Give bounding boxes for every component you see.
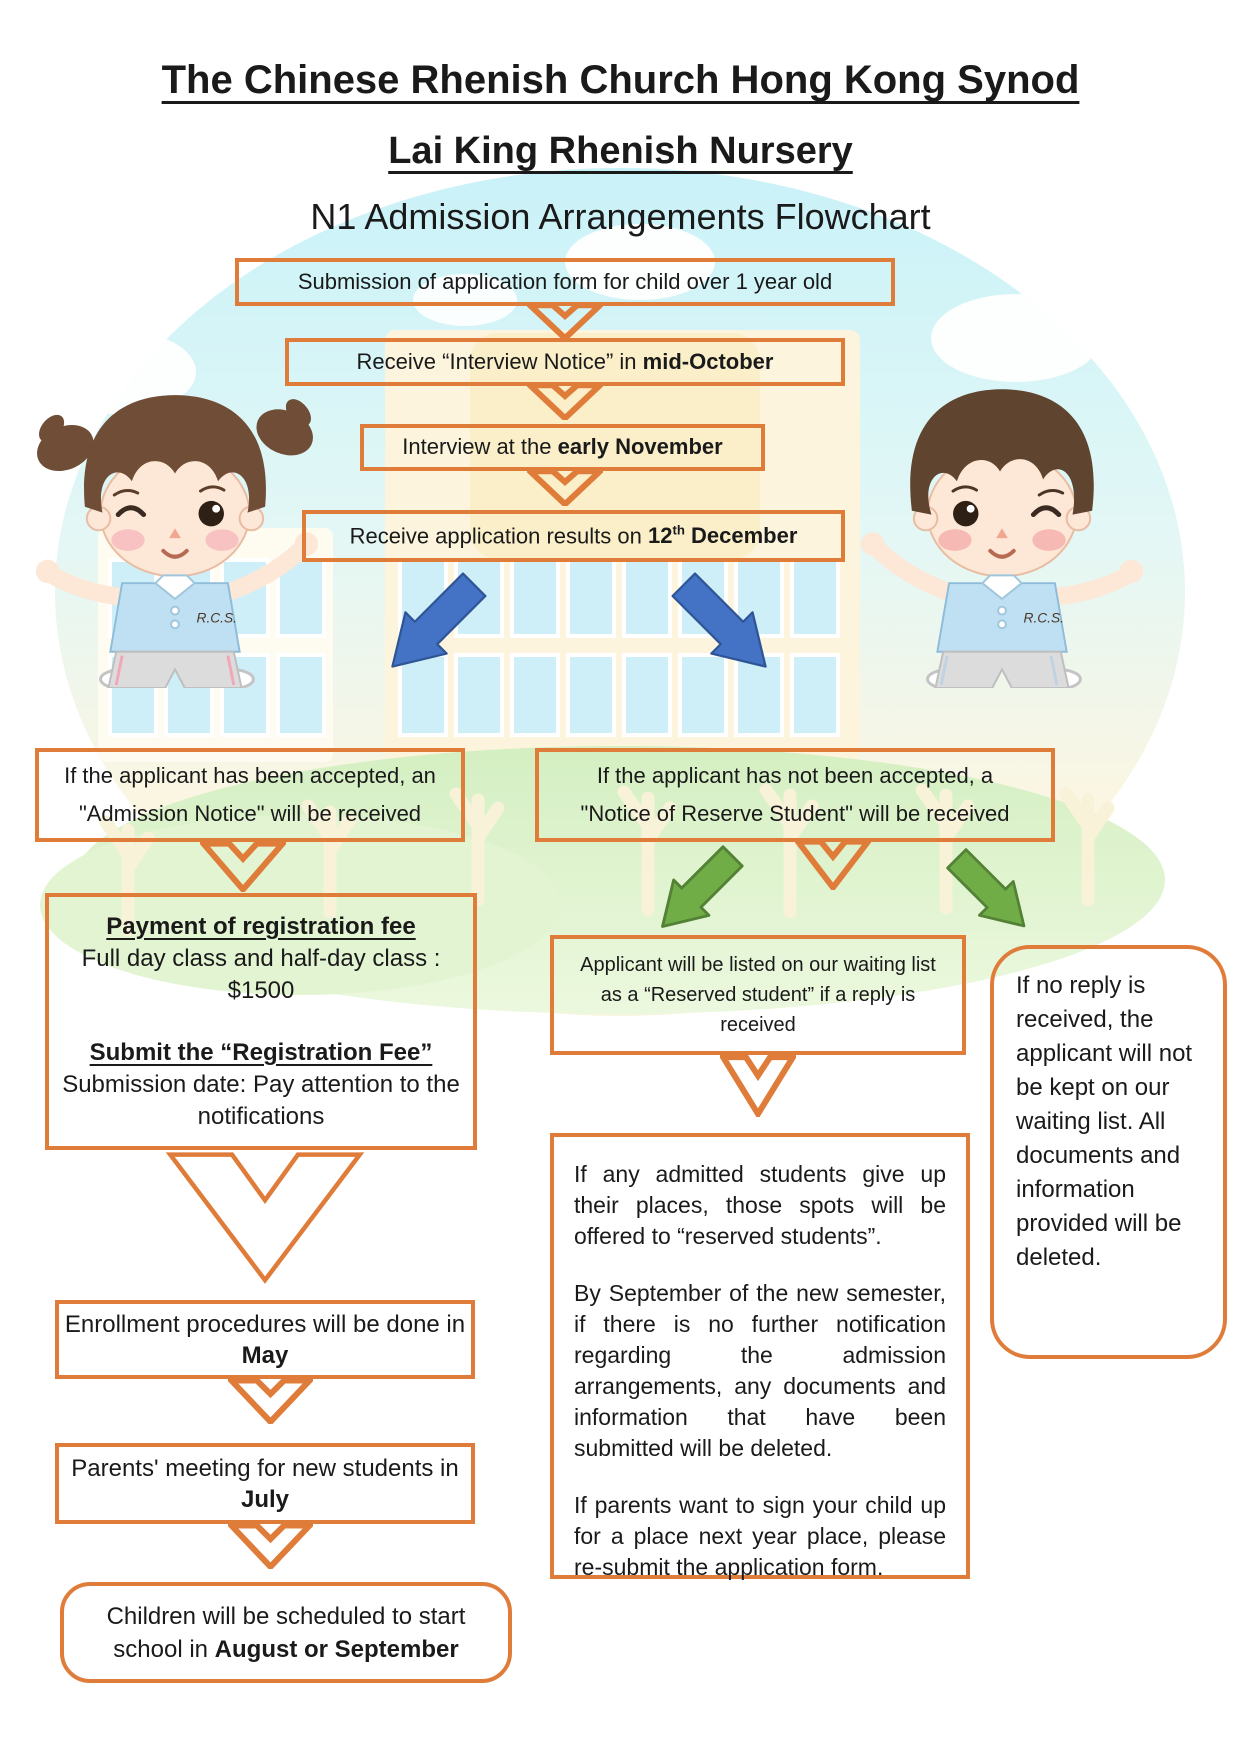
step-results-label: Receive application results on 12th December [349, 522, 798, 548]
down-chevron-icon [720, 1055, 796, 1117]
girl-illustration [28, 352, 322, 688]
payment-content: Payment of registration fee Full day class and half-day class : $1500 Submit the “Registration Fee” Submission date: Pay attention to the notifications [62, 912, 460, 1130]
step-results-box [302, 510, 845, 562]
waiting-list-label: Applicant will be listed on our waiting list as a “Reserved student” if a reply is received [580, 954, 936, 1036]
step-submission-box [235, 258, 895, 306]
down-chevron-icon [795, 840, 871, 890]
step-interview-box [360, 424, 765, 471]
down-chevron-icon [527, 384, 603, 420]
enrollment-box [55, 1300, 475, 1379]
reserve-details-box [550, 1133, 970, 1579]
reserve-details-content: If any admitted students give up their places, those spots will be offered to “reserved students”. By September of the new semester, if there is no further notification regarding the admission arrangements, any documents and information that have been submitted will be deleted. If parents want to sign your child up for a place next year place, please re-submit the application form. [574, 1161, 946, 1580]
down-chevron-icon [228, 1379, 313, 1424]
flowchart-title: N1 Admission Arrangements Flowchart [310, 196, 931, 237]
green-arrow-down-left-icon [648, 842, 750, 938]
waiting-list-box [550, 935, 966, 1055]
parents-meeting-box [55, 1443, 475, 1524]
blue-arrow-down-right-icon [666, 568, 780, 680]
step-interview-label: Interview at the early November [402, 434, 723, 460]
not-accepted-label: If the applicant has not been accepted, a "Notice of Reserve Student" will be received [580, 763, 1010, 826]
down-chevron-icon [228, 1524, 313, 1569]
enrollment-label: Enrollment procedures will be done in May [64, 1310, 466, 1369]
big-down-chevron-icon [162, 1150, 368, 1287]
down-chevron-icon [527, 470, 603, 506]
boy-illustration [852, 352, 1152, 688]
payment-box [45, 893, 477, 1150]
blue-arrow-down-left-icon [378, 568, 492, 680]
boy-shirt-label: R.C.S. [1023, 610, 1064, 626]
step-interview-notice-box [285, 338, 845, 386]
accepted-box [35, 748, 465, 842]
school-start-box [60, 1582, 512, 1683]
down-chevron-icon [200, 842, 286, 892]
no-reply-label: If no reply is received, the applicant will not be kept on our waiting list. All documents and information provided will be deleted. [1016, 972, 1193, 1271]
step-submission-label: Submission of application form for child over 1 year old [297, 268, 833, 294]
step-interview-notice-label: Receive “Interview Notice” in mid-October [356, 348, 774, 374]
not-accepted-box [535, 748, 1055, 842]
girl-shirt-label: R.C.S. [196, 610, 237, 626]
down-chevron-icon [527, 304, 603, 340]
no-reply-box [990, 945, 1227, 1359]
page-title: The Chinese Rhenish Church Hong Kong Synod [161, 58, 1080, 102]
accepted-label: If the applicant has been accepted, an "Admission Notice" will be received [64, 763, 436, 826]
green-arrow-down-right-icon [938, 845, 1040, 937]
school-start-label: Children will be scheduled to start school in August or September [106, 1602, 466, 1663]
page-subtitle: Lai King Rhenish Nursery [388, 130, 853, 172]
parents-meeting-label: Parents' meeting for new students in July [71, 1454, 459, 1513]
